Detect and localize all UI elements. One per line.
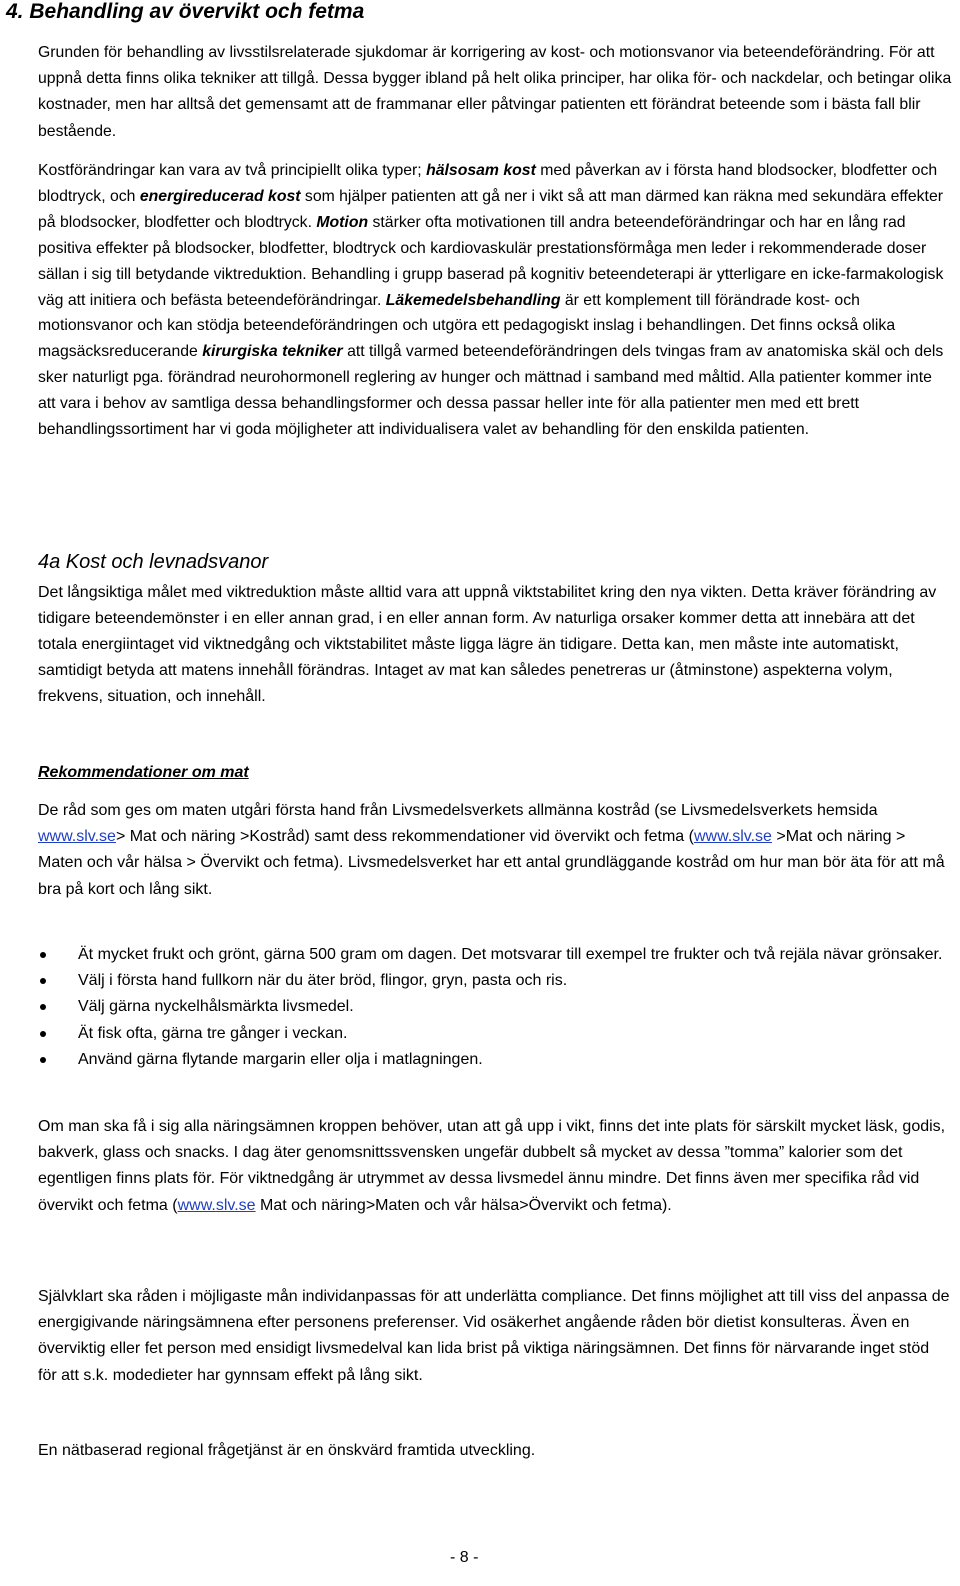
text-run: >Mat och näring > Maten och vår hälsa > Övervikt och fetma). Livsmedelsverket har ett antal grundläggande kostråd om hur man bör äta för att må bra på kort och lång sikt. [38, 828, 945, 898]
emphasis-medication: Läkemedelsbehandling [385, 291, 561, 309]
text-run: De råd som ges om maten utgåri första hand från Livsmedelsverkets allmänna kostråd (se Livsmedelsverkets hemsida [38, 802, 878, 819]
diet-advice-list [38, 942, 952, 1073]
list-item-text: Välj gärna nyckelhålsmärkta livsmedel. [78, 998, 354, 1016]
section-heading: 4. Behandling av övervikt och fetma [6, 0, 365, 23]
list-item-text: Ät fisk ofta, gärna tre gånger i veckan. [78, 1024, 348, 1042]
slv-link-2[interactable]: www.slv.se [693, 828, 772, 846]
nutrients-paragraph [38, 1114, 952, 1219]
text-run: är ett komplement till förändrade kost- och motionsvanor och kan stödja beteendeförändringen och utgöra ett pedagogiskt inslag i behandlingen. Det finns också olika magsäcksreducerande [38, 291, 896, 361]
diet-habits-paragraph: Det långsiktiga målet med viktreduktion måste alltid vara att uppnå viktstabilitet kring den nya vikten. Detta kräver förändring av tidigare beteendemönster i en eller annan grad, i en eller annan form. Av naturliga orsaker kommer detta att innebära att det totala energiintaget vid viktnedgång och viktstabilitet måste ligga lägre än tidigare. Detta kan, men måste inte automatiskt, samtidigt betyda att matens innehåll förändras. Intaget av mat kan således penetreras ur (åtminstone) aspekterna volym, frekvens, situation, och innehåll. [38, 584, 937, 705]
list-item-text: Använd gärna flytande margarin eller olja i matlagningen. [78, 1050, 483, 1068]
text-run: Kostförändringar kan vara av två principiellt olika typer; [38, 162, 427, 179]
text-run: som hjälper patienten att gå ner i vikt så att man därmed kan räkna med sekundära effekter på blodsocker, blodfetter och blodtryck. [38, 187, 943, 231]
emphasis-healthy-diet: hälsosam kost [426, 162, 536, 179]
slv-link-1[interactable]: www.slv.se [38, 828, 116, 846]
list-item [38, 1021, 952, 1047]
list-item [38, 942, 952, 968]
slv-link-3[interactable]: www.slv.se [177, 1196, 256, 1214]
bullet-icon [40, 1031, 46, 1037]
list-item [38, 1047, 952, 1073]
text-run: att tillgå varmed beteendeförändringen dels tvingas fram av anatomiska skäl och dels sker naturligt pga. förändrad neurohormonell reglering av hunger och mättnad i samband med måltid. Alla patienter kommer inte att vara i behov av samtliga dessa behandlingsformer och dessa passar heller inte för alla patienter men med ett brett behandlingssortiment har vi goda möjligheter att individualisera valet av behandling för den enskilda patienten. [38, 343, 944, 439]
list-item-text: Välj i första hand fullkorn när du äter bröd, flingor, gryn, pasta och ris. [78, 972, 568, 990]
list-item [38, 994, 952, 1020]
web-service-paragraph: En nätbaserad regional frågetjänst är en önskvärd framtida utveckling. [38, 1442, 536, 1459]
recommendations-heading: Rekommendationer om mat [38, 764, 249, 781]
individualization-paragraph: Självklart ska råden i möjligaste mån individanpassas för att underlätta compliance. Det finns möjlighet att till viss del anpassa de energigivande näringsämnena efter personens preferenser. Vid osäkerhet angående råden bör dietist konsulteras. Även en överviktig eller fet person med ensidigt livsmedelval kan lida brist på viktiga näringsämnen. Det finns för närvarande inget stöd för att s.k. modedieter har gynnsam effekt på lång sikt. [38, 1288, 950, 1384]
bullet-icon [40, 978, 46, 984]
intro-paragraph: Grunden för behandling av livsstilsrelaterade sjukdomar är korrigering av kost- och motionsvanor via beteendeförändring. För att uppnå detta finns olika tekniker att tillgå. Dessa bygger ibland på helt olika principer, har olika för- och nackdelar, och betingar olika kostnader, men har alltså det gemensamt att de frammanar eller påtvingar patienten ett förändrat beteende som i bästa fall blir bestående. [38, 44, 952, 140]
list-item-text: Ät mycket frukt och grönt, gärna 500 gram om dagen. Det motsvarar till exempel tre frukter och två rejäla nävar grönsaker. [78, 946, 943, 963]
emphasis-exercise: Motion [316, 213, 369, 231]
text-run: > Mat och näring >Kostråd) samt dess rekommendationer vid övervikt och fetma ( [115, 828, 694, 846]
emphasis-surgical: kirurgiska tekniker [202, 343, 343, 361]
emphasis-energy-reduced-diet: energireducerad kost [139, 187, 301, 205]
text-run: Mat och näring>Maten och vår hälsa>Övervikt och fetma). [255, 1196, 672, 1214]
bullet-icon [40, 952, 46, 958]
text-run: Om man ska få i sig alla näringsämnen kroppen behöver, utan att gå upp i vikt, finns det inte plats för särskilt mycket läsk, godis, bakverk, glass och snacks. I dag äter genomsnittssvensken ungefär dubbelt så mycket av dessa ”tomma” kalorier som det egentligen finns plats för. För viktnedgång är utrymmet av dessa livsmedel ännu mindre. Det finns även mer specifika råd vid övervikt och fetma ( [38, 1118, 946, 1214]
text-run: stärker ofta motivationen till andra beteendeförändringar och har en lång rad positiva effekter på blodsocker, blodfetter, blodtryck och kardiovaskulär prestationsförmåga men leder i rekommenderade doser sällan i sig till betydande viktreduktion. Behandling i grupp baserad på kognitiv beteendeterapi är ytterligare en icke-farmakologisk väg att initiera och befästa beteendeförändringar. [38, 213, 944, 309]
recommendations-paragraph [38, 798, 952, 903]
list-item [38, 968, 952, 994]
treatment-types-paragraph [38, 158, 952, 443]
bullet-icon [40, 1057, 46, 1063]
bullet-icon [40, 1004, 46, 1010]
page-number: - 8 - [450, 1549, 479, 1566]
text-run: med påverkan av i första hand blodsocker, blodfetter och blodtryck, och [38, 162, 938, 205]
subsection-heading-4a: 4a Kost och levnadsvanor [38, 551, 269, 573]
